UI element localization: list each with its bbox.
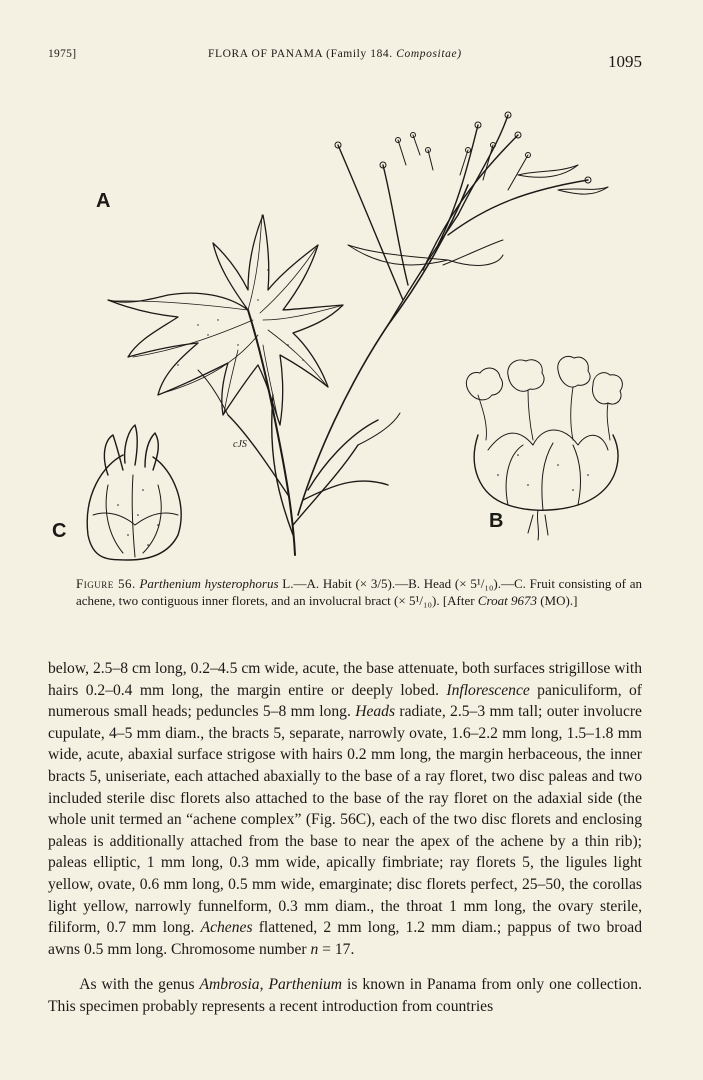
caption-text-2: (MO).]	[536, 593, 578, 608]
caption-text-1: L.—A. Habit (× 3/5).—B. Head (× 5¹/₁₀).—C. Fruit consisting of an achene, two contiguous inner florets, and an involucral bract (× 5¹/₁₀). [After	[76, 576, 642, 608]
achene-complex-drawing	[87, 425, 181, 560]
panel-label-b: B	[489, 510, 504, 532]
figure-caption	[76, 575, 642, 609]
term-achenes: Achenes	[200, 919, 253, 937]
term-inflorescence: Inflorescence	[446, 681, 530, 699]
dist-text-3: is known in Panama from only one collection. This specimen probably represents a recent introduction from countries	[48, 976, 643, 1015]
dist-text-1: As with the genus	[79, 976, 200, 994]
genus-ambrosia: Ambrosia	[199, 976, 260, 994]
running-title	[208, 48, 462, 60]
desc-leaves: below, 2.5–8 cm long, 0.2–4.5 cm wide, acute, the base attenuate, both surfaces strigillose with hairs 0.2–0.4 mm long, the margin entire or deeply lobed.	[48, 660, 642, 699]
page-number: 1095	[608, 52, 642, 71]
stipple-texture	[117, 269, 589, 546]
chromosome-n: n	[310, 940, 319, 958]
panel-label-a: A	[96, 190, 111, 212]
artist-initials: cJS	[233, 439, 247, 450]
desc-inflorescence: paniculiform, of numerous small heads; peduncles 5–8 mm long.	[48, 681, 642, 721]
panel-label-c: C	[52, 520, 67, 542]
running-header	[48, 48, 642, 74]
caption-collector: Croat 9673	[477, 593, 537, 608]
body-text	[48, 658, 642, 1018]
flower-heads	[335, 112, 591, 190]
paragraph-description	[48, 658, 642, 960]
caption-species: Parthenium hysterophorus	[139, 576, 279, 591]
parthenium-illustration	[48, 95, 648, 565]
running-title-main: FLORA OF PANAMA (Family 184.	[208, 48, 393, 60]
paragraph-distribution	[48, 974, 642, 1017]
desc-heads: radiate, 2.5–3 mm tall; outer involucre cupulate, 4–5 mm diam., the bracts 5, separate, narrowly ovate, 1.6–2.2 mm long, 1.5–1.8 mm wide, acute, abaxial surface strigose with hairs 0.2 mm long, the margin herbaceous, the inner bracts 5, uniseriate, each attached abaxially to the base of a ray floret, two disc paleas and two included sterile disc florets also attached to the base of the ray floret on the adaxial side (the whole unit termed an “achene complex” (Fig. 56C), each of the two disc florets and enclosing paleas is additionally attached from the base to near the apex of the achene by a thin rib); paleas elliptic, 1 mm long, 0.3 mm wide, apically fimbriate; ray florets 5, the ligules light yellow, ovate, 0.6 mm long, 0.5 mm wide, emarginate; disc florets perfect, 25–50, the corollas light yellow, narrowly funnelform, 0.3 mm diam., the throat 1 mm long, the ovary sterile, filiform, 0.7 mm long.	[48, 703, 642, 937]
running-title-family: Compositae)	[396, 48, 462, 60]
chromosome-count: = 17.	[318, 940, 355, 958]
header-year: 1975]	[48, 48, 77, 60]
caption-lead: Figure 56.	[76, 576, 136, 591]
desc-achenes: flattened, 2 mm long, 1.2 mm diam.; pappus of two broad awns 0.5 mm long. Chromosome number	[48, 919, 642, 958]
genus-parthenium: Parthenium	[268, 976, 343, 994]
dist-text-2: ,	[259, 976, 269, 994]
pinnatifid-leaf	[108, 215, 343, 425]
botanical-figure	[48, 95, 648, 565]
term-heads: Heads	[355, 703, 396, 721]
